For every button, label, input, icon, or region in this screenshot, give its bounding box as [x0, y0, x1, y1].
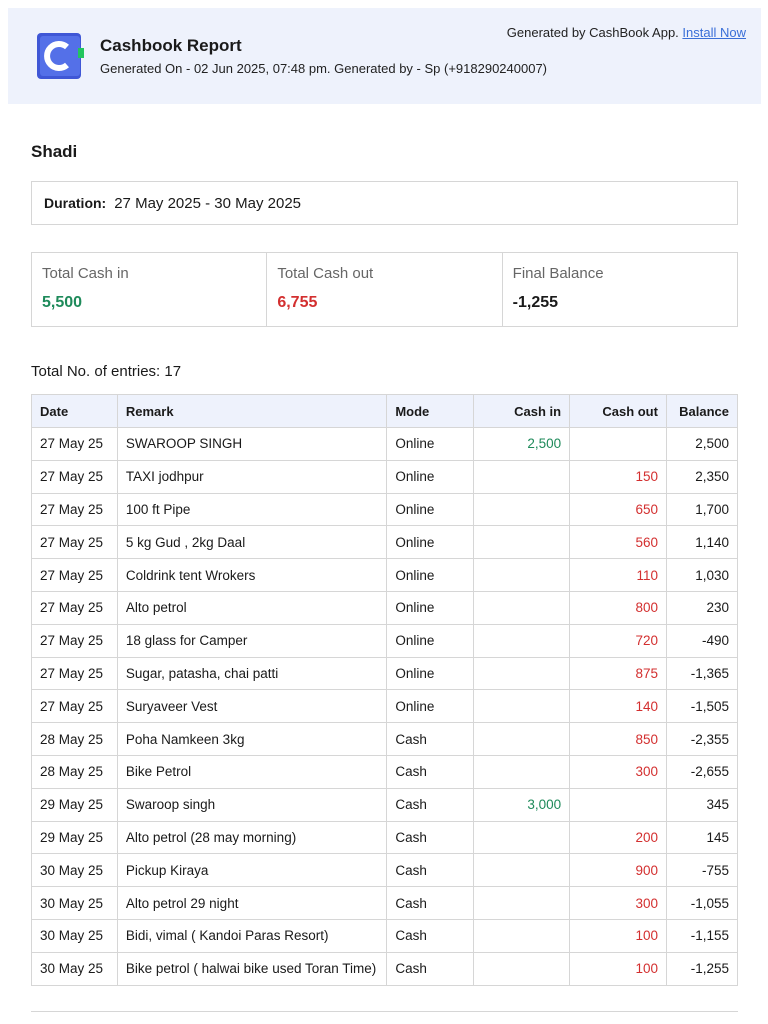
table-row [32, 591, 738, 624]
cell-remark: Alto petrol [117, 591, 386, 624]
cell-cash-in [474, 559, 570, 592]
table-row [32, 887, 738, 920]
cell-cash-out [570, 428, 667, 461]
cell-date: 27 May 25 [32, 428, 118, 461]
cell-cash-out: 300 [570, 755, 667, 788]
cell-date: 28 May 25 [32, 723, 118, 756]
cell-cash-out: 560 [570, 526, 667, 559]
cell-cash-in: 2,500 [474, 428, 570, 461]
table-row [32, 788, 738, 821]
cell-cash-in [474, 887, 570, 920]
table-row [32, 559, 738, 592]
cell-mode: Cash [387, 723, 474, 756]
cell-cash-in [474, 690, 570, 723]
cell-cash-out: 850 [570, 723, 667, 756]
install-now-link[interactable]: Install Now [682, 25, 746, 40]
cell-balance: -490 [666, 624, 737, 657]
cell-balance: 145 [666, 821, 737, 854]
cell-mode: Online [387, 559, 474, 592]
cell-cash-out: 200 [570, 821, 667, 854]
cell-date: 30 May 25 [32, 919, 118, 952]
cell-date: 30 May 25 [32, 854, 118, 887]
cell-balance: -1,365 [666, 657, 737, 690]
cell-cash-out: 150 [570, 460, 667, 493]
cell-balance: 230 [666, 591, 737, 624]
cell-mode: Cash [387, 919, 474, 952]
cell-balance: -1,055 [666, 887, 737, 920]
table-header-row [32, 395, 738, 428]
final-balance-label: Final Balance [512, 265, 604, 282]
final-balance-value: -1,255 [512, 294, 559, 311]
cell-balance: -755 [666, 854, 737, 887]
table-row [32, 723, 738, 756]
col-header-cash-out: Cash out [570, 395, 667, 428]
cash-in-label: Total Cash in [42, 265, 129, 282]
cell-date: 27 May 25 [32, 591, 118, 624]
cell-cash-out: 720 [570, 624, 667, 657]
cell-cash-in [474, 723, 570, 756]
cell-balance: 345 [666, 788, 737, 821]
cell-mode: Cash [387, 788, 474, 821]
cell-mode: Online [387, 428, 474, 461]
col-header-balance: Balance [666, 395, 737, 428]
cell-date: 27 May 25 [32, 493, 118, 526]
cell-remark: TAXI jodhpur [117, 460, 386, 493]
entries-count: Total No. of entries: 17 [31, 363, 182, 380]
cell-cash-out: 100 [570, 919, 667, 952]
table-row [32, 952, 738, 985]
table-row [32, 428, 738, 461]
ledger-table [31, 394, 738, 986]
table-row [32, 493, 738, 526]
cell-cash-out: 300 [570, 887, 667, 920]
cell-cash-out: 140 [570, 690, 667, 723]
table-row [32, 657, 738, 690]
cell-remark: 18 glass for Camper [117, 624, 386, 657]
divider [31, 1011, 738, 1012]
cell-cash-in [474, 854, 570, 887]
cell-cash-in [474, 821, 570, 854]
cell-mode: Cash [387, 952, 474, 985]
cell-cash-in [474, 657, 570, 690]
cell-remark: Coldrink tent Wrokers [117, 559, 386, 592]
table-row [32, 624, 738, 657]
cell-balance: -2,355 [666, 723, 737, 756]
cash-out-label: Total Cash out [277, 265, 374, 282]
cell-balance: -1,505 [666, 690, 737, 723]
cell-cash-in [474, 591, 570, 624]
table-row [32, 690, 738, 723]
cell-mode: Online [387, 526, 474, 559]
report-title: Cashbook Report [100, 36, 242, 55]
cell-date: 27 May 25 [32, 460, 118, 493]
cell-mode: Online [387, 591, 474, 624]
cell-balance: -1,255 [666, 952, 737, 985]
cell-remark: Sugar, patasha, chai patti [117, 657, 386, 690]
cell-remark: 5 kg Gud , 2kg Daal [117, 526, 386, 559]
cell-mode: Cash [387, 887, 474, 920]
table-row [32, 821, 738, 854]
duration-label: Duration: [44, 195, 107, 211]
cell-date: 29 May 25 [32, 821, 118, 854]
cell-cash-out: 100 [570, 952, 667, 985]
table-row [32, 919, 738, 952]
cell-balance: 1,030 [666, 559, 737, 592]
cell-remark: Bike petrol ( halwai bike used Toran Time) [117, 952, 386, 985]
table-row [32, 526, 738, 559]
cell-remark: Suryaveer Vest [117, 690, 386, 723]
cell-mode: Online [387, 657, 474, 690]
cell-remark: Alto petrol (28 may morning) [117, 821, 386, 854]
table-row [32, 854, 738, 887]
cell-cash-in [474, 624, 570, 657]
cell-remark: SWAROOP SINGH [117, 428, 386, 461]
cell-cash-out: 875 [570, 657, 667, 690]
cell-mode: Online [387, 624, 474, 657]
report-header [8, 8, 761, 104]
cell-mode: Cash [387, 755, 474, 788]
cell-cash-out: 110 [570, 559, 667, 592]
cell-cash-out: 650 [570, 493, 667, 526]
cell-balance: 2,500 [666, 428, 737, 461]
col-header-mode: Mode [387, 395, 474, 428]
cell-cash-in: 3,000 [474, 788, 570, 821]
col-header-date: Date [32, 395, 118, 428]
summary-cash-out [267, 253, 502, 326]
cell-cash-out: 800 [570, 591, 667, 624]
cell-date: 27 May 25 [32, 657, 118, 690]
report-meta: Generated On - 02 Jun 2025, 07:48 pm. Generated by - Sp (+918290240007) [100, 61, 548, 76]
book-name: Shadi [31, 142, 78, 161]
cell-cash-in [474, 493, 570, 526]
cashbook-logo-icon [36, 32, 84, 80]
cell-balance: 1,700 [666, 493, 737, 526]
cell-mode: Cash [387, 821, 474, 854]
cell-mode: Online [387, 460, 474, 493]
cell-cash-in [474, 952, 570, 985]
cell-remark: 100 ft Pipe [117, 493, 386, 526]
duration-value: 27 May 2025 - 30 May 2025 [114, 194, 302, 212]
cell-mode: Online [387, 493, 474, 526]
cell-balance: -1,155 [666, 919, 737, 952]
cell-date: 27 May 25 [32, 559, 118, 592]
cell-cash-in [474, 755, 570, 788]
duration-box [31, 181, 738, 225]
summary-box [31, 252, 738, 327]
cell-cash-out: 900 [570, 854, 667, 887]
cell-remark: Alto petrol 29 night [117, 887, 386, 920]
table-row [32, 755, 738, 788]
summary-cash-in [32, 253, 267, 326]
cell-cash-out [570, 788, 667, 821]
cell-balance: 1,140 [666, 526, 737, 559]
col-header-remark: Remark [117, 395, 386, 428]
cell-remark: Poha Namkeen 3kg [117, 723, 386, 756]
cell-date: 30 May 25 [32, 952, 118, 985]
col-header-cash-in: Cash in [474, 395, 570, 428]
cell-date: 30 May 25 [32, 887, 118, 920]
cell-date: 29 May 25 [32, 788, 118, 821]
cell-cash-in [474, 526, 570, 559]
cash-in-value: 5,500 [42, 294, 83, 311]
cell-date: 27 May 25 [32, 624, 118, 657]
summary-final-balance [503, 253, 737, 326]
cash-out-value: 6,755 [277, 294, 318, 311]
cell-cash-in [474, 460, 570, 493]
cell-mode: Cash [387, 854, 474, 887]
cell-cash-in [474, 919, 570, 952]
ledger-body [32, 428, 738, 986]
cell-balance: -2,655 [666, 755, 737, 788]
generated-by-text: Generated by CashBook App. [506, 25, 679, 40]
cell-remark: Pickup Kiraya [117, 854, 386, 887]
table-row [32, 460, 738, 493]
generated-by [507, 25, 746, 40]
cell-date: 27 May 25 [32, 526, 118, 559]
cell-balance: 2,350 [666, 460, 737, 493]
cell-remark: Bike Petrol [117, 755, 386, 788]
cell-date: 27 May 25 [32, 690, 118, 723]
cell-remark: Bidi, vimal ( Kandoi Paras Resort) [117, 919, 386, 952]
cell-remark: Swaroop singh [117, 788, 386, 821]
cell-mode: Online [387, 690, 474, 723]
cell-date: 28 May 25 [32, 755, 118, 788]
